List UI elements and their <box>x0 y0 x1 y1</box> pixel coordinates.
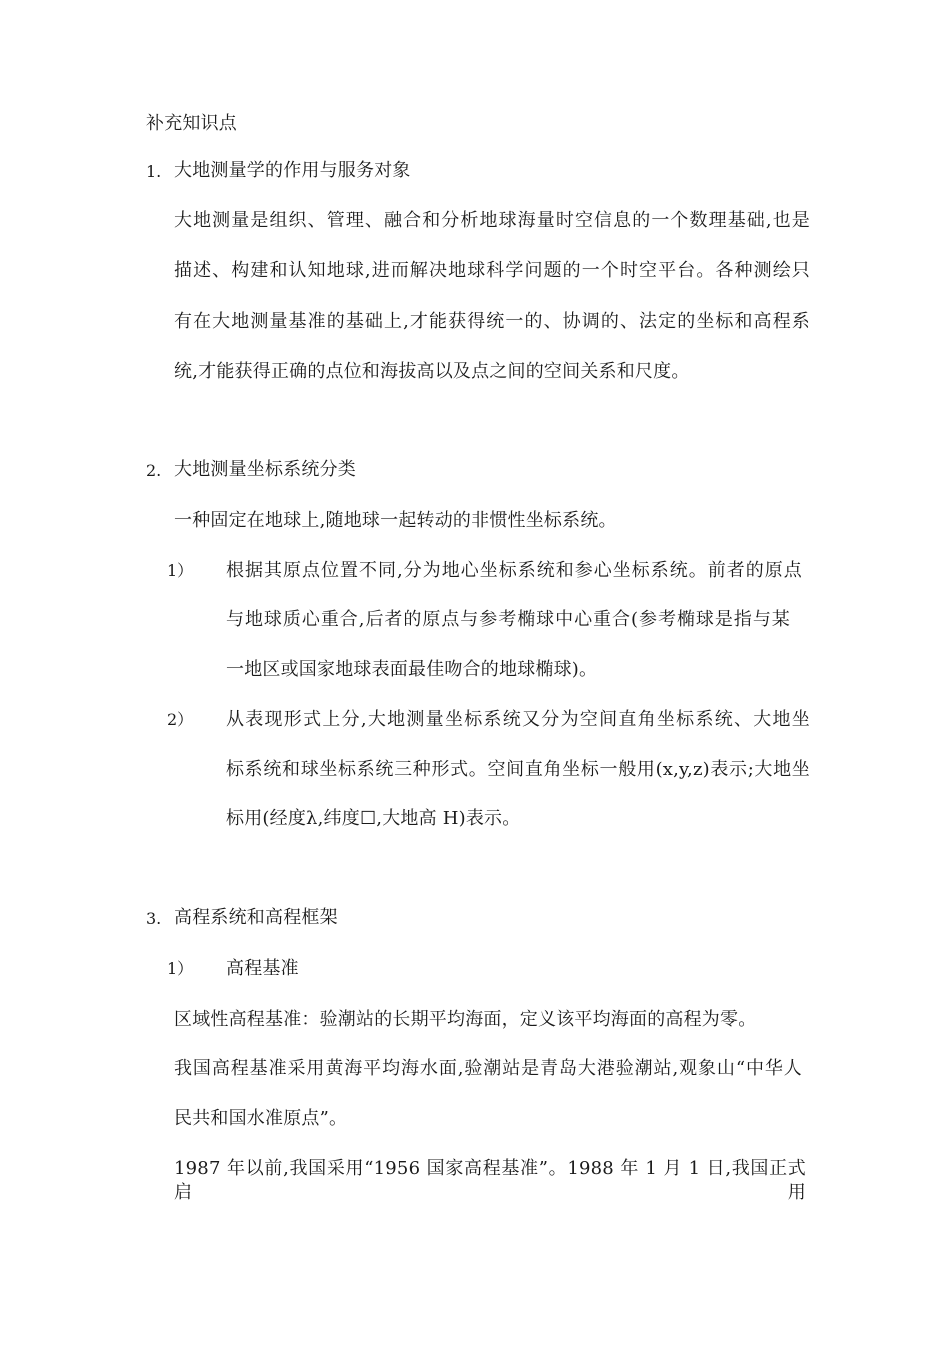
section-3-line-2: 我国高程基准采用黄海平均海水面,验潮站是青岛大港验潮站,观象山“中华人 <box>174 1058 802 1079</box>
page-title: 补充知识点 <box>146 113 237 134</box>
section-2-item-1-number: 1） <box>167 561 194 580</box>
section-2-item-2-line-2: 标系统和球坐标系统三种形式。空间直角坐标一般用(x,y,z)表示;大地坐 <box>226 759 810 780</box>
section-3-line-1: 区域性高程基准：验潮站的长期平均海面，定义该平均海面的高程为零。 <box>174 1009 757 1030</box>
section-3-item-1-label: 高程基准 <box>226 958 299 979</box>
section-2-item-2-number: 2） <box>167 710 194 729</box>
section-1-line-4: 统,才能获得正确的点位和海拔高以及点之间的空间关系和尺度。 <box>174 361 690 382</box>
section-2-item-1-line-2: 与地球质心重合,后者的原点与参考椭球中心重合(参考椭球是指与某 <box>226 609 790 630</box>
section-2-heading: 大地测量坐标系统分类 <box>174 459 356 480</box>
section-1-line-3: 有在大地测量基准的基础上,才能获得统一的、协调的、法定的坐标和高程系 <box>174 311 810 332</box>
section-1-line-2: 描述、构建和认知地球,进而解决地球科学问题的一个时空平台。各种测绘只 <box>174 260 810 281</box>
section-2-item-1-line-1: 根据其原点位置不同,分为地心坐标系统和参心坐标系统。前者的原点 <box>226 560 802 581</box>
section-2-item-1-line-3: 一地区或国家地球表面最佳吻合的地球椭球)。 <box>226 659 598 680</box>
section-1-heading: 大地测量学的作用与服务对象 <box>174 160 411 181</box>
section-3-item-1-number: 1） <box>167 959 194 978</box>
section-3-heading: 高程系统和高程框架 <box>174 907 338 928</box>
section-2-item-2-line-1: 从表现形式上分,大地测量坐标系统又分为空间直角坐标系统、大地坐 <box>226 709 810 730</box>
section-3-number: 3. <box>146 909 162 928</box>
section-3-line-3: 民共和国水准原点”。 <box>174 1108 348 1129</box>
section-1-number: 1. <box>146 162 162 181</box>
section-1-line-1: 大地测量是组织、管理、融合和分析地球海量时空信息的一个数理基础,也是 <box>174 210 810 231</box>
section-3-line-4: 1987 年以前,我国采用“1956 国家高程基准”。1988 年 1 月 1 日,我国正式启用 <box>174 1158 806 1203</box>
section-2-number: 2. <box>146 461 162 480</box>
section-2-item-2-line-3: 标用(经度λ,纬度☐,大地高 H)表示。 <box>226 808 521 829</box>
section-2-intro: 一种固定在地球上,随地球一起转动的非惯性坐标系统。 <box>174 510 617 531</box>
